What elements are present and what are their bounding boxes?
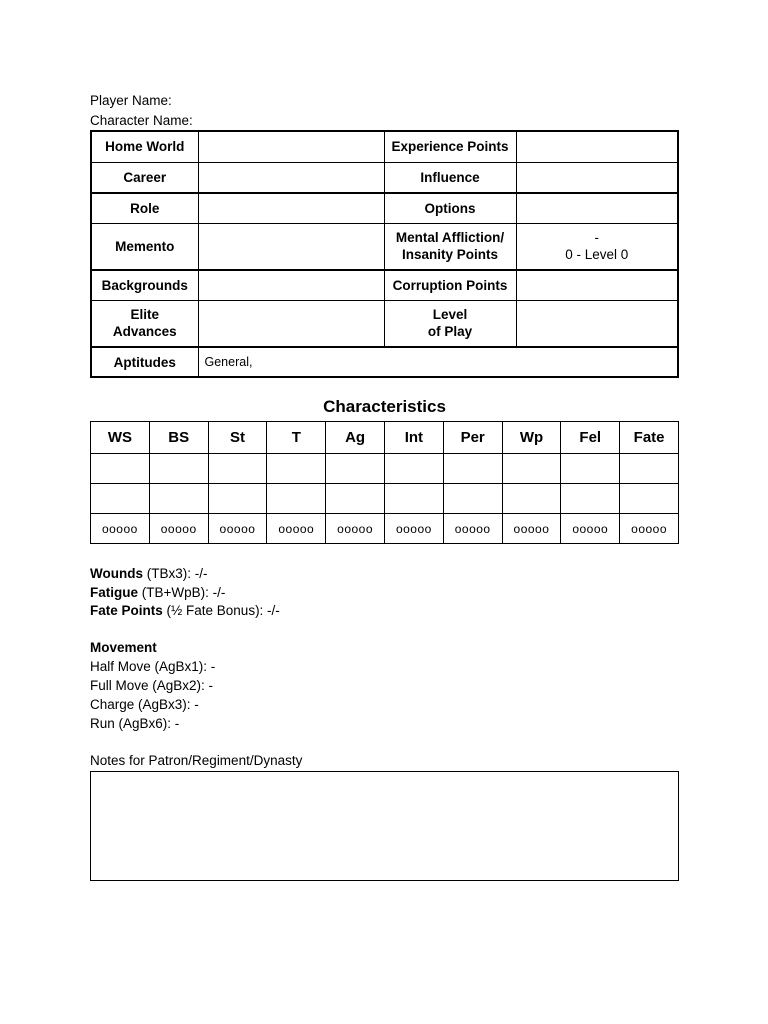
char-header-ws: WS <box>91 422 150 454</box>
char-advance-fate[interactable]: ooooo <box>620 514 679 544</box>
career-label: Career <box>91 162 198 193</box>
run-line: Run (AgBx6): - <box>90 716 180 731</box>
characteristics-header-row <box>91 422 679 454</box>
char-header-t: T <box>267 422 326 454</box>
characteristics-table <box>90 421 679 544</box>
char-header-st: St <box>208 422 267 454</box>
char-bonus-cell[interactable] <box>91 484 150 514</box>
fate-points-line <box>90 603 280 618</box>
char-header-fate: Fate <box>620 422 679 454</box>
char-header-ag: Ag <box>326 422 385 454</box>
char-header-wp: Wp <box>502 422 561 454</box>
char-bonus-cell[interactable] <box>620 484 679 514</box>
elite-advances-label-line1: Elite <box>130 307 159 323</box>
char-advance-int[interactable]: ooooo <box>384 514 443 544</box>
fatigue-value: (TB+WpB): -/- <box>138 585 226 600</box>
characteristics-advances-row <box>91 514 679 544</box>
info-row-elite-advances <box>91 300 678 347</box>
corruption-points-label: Corruption Points <box>384 270 516 300</box>
info-row-memento <box>91 223 678 270</box>
mental-affliction-value-line2: 0 - Level 0 <box>565 247 629 263</box>
mental-affliction-value-line1: - <box>594 230 599 246</box>
mental-affliction-label <box>384 223 516 270</box>
fate-points-label: Fate Points <box>90 603 163 618</box>
char-value-cell[interactable] <box>149 454 208 484</box>
info-row-role <box>91 193 678 223</box>
char-header-per: Per <box>443 422 502 454</box>
half-move-line: Half Move (AgBx1): - <box>90 659 216 674</box>
aptitudes-label: Aptitudes <box>91 347 198 377</box>
aptitudes-value[interactable]: General, <box>198 347 678 377</box>
char-bonus-cell[interactable] <box>267 484 326 514</box>
char-advance-st[interactable]: ooooo <box>208 514 267 544</box>
experience-points-label: Experience Points <box>384 131 516 162</box>
char-advance-bs[interactable]: ooooo <box>149 514 208 544</box>
char-value-cell[interactable] <box>443 454 502 484</box>
level-of-play-value[interactable] <box>516 300 678 347</box>
char-advance-ws[interactable]: ooooo <box>91 514 150 544</box>
char-advance-ag[interactable]: ooooo <box>326 514 385 544</box>
char-advance-per[interactable]: ooooo <box>443 514 502 544</box>
notes-label: Notes for Patron/Regiment/Dynasty <box>90 753 303 768</box>
characteristics-bonus-row <box>91 484 679 514</box>
home-world-value[interactable] <box>198 131 384 162</box>
fatigue-label: Fatigue <box>90 585 139 600</box>
char-value-cell[interactable] <box>502 454 561 484</box>
char-header-bs: BS <box>149 422 208 454</box>
mental-affliction-value[interactable] <box>516 223 678 270</box>
char-advance-fel[interactable]: ooooo <box>561 514 620 544</box>
player-name-label: Player Name: <box>90 93 172 108</box>
char-value-cell[interactable] <box>561 454 620 484</box>
role-label: Role <box>91 193 198 223</box>
mental-affliction-label-line2: Insanity Points <box>401 247 499 263</box>
char-value-cell[interactable] <box>384 454 443 484</box>
movement-title: Movement <box>90 640 157 655</box>
backgrounds-value[interactable] <box>198 270 384 300</box>
elite-advances-label <box>91 300 198 347</box>
char-header-fel: Fel <box>561 422 620 454</box>
char-bonus-cell[interactable] <box>208 484 267 514</box>
level-of-play-label-line2: of Play <box>427 324 473 340</box>
char-advance-t[interactable]: ooooo <box>267 514 326 544</box>
character-name-label: Character Name: <box>90 113 193 128</box>
influence-value[interactable] <box>516 162 678 193</box>
corruption-points-value[interactable] <box>516 270 678 300</box>
level-of-play-label-line1: Level <box>432 307 468 323</box>
info-row-career <box>91 162 678 193</box>
char-value-cell[interactable] <box>267 454 326 484</box>
home-world-label: Home World <box>91 131 198 162</box>
elite-advances-value[interactable] <box>198 300 384 347</box>
wounds-label: Wounds <box>90 566 143 581</box>
memento-value[interactable] <box>198 223 384 270</box>
career-value[interactable] <box>198 162 384 193</box>
mental-affliction-label-line1: Mental Affliction/ <box>395 230 505 246</box>
wounds-value: (TBx3): -/- <box>143 566 208 581</box>
characteristics-title: Characteristics <box>323 397 446 416</box>
fate-points-value: (½ Fate Bonus): -/- <box>162 603 280 618</box>
fatigue-line <box>90 585 225 600</box>
options-value[interactable] <box>516 193 678 223</box>
level-of-play-label <box>384 300 516 347</box>
experience-points-value[interactable] <box>516 131 678 162</box>
role-value[interactable] <box>198 193 384 223</box>
char-bonus-cell[interactable] <box>384 484 443 514</box>
char-bonus-cell[interactable] <box>502 484 561 514</box>
char-bonus-cell[interactable] <box>149 484 208 514</box>
char-value-cell[interactable] <box>91 454 150 484</box>
char-bonus-cell[interactable] <box>326 484 385 514</box>
char-bonus-cell[interactable] <box>443 484 502 514</box>
characteristics-value-row <box>91 454 679 484</box>
influence-label: Influence <box>384 162 516 193</box>
char-header-int: Int <box>384 422 443 454</box>
elite-advances-label-line2: Advances <box>112 324 177 340</box>
char-advance-wp[interactable]: ooooo <box>502 514 561 544</box>
backgrounds-label: Backgrounds <box>91 270 198 300</box>
char-value-cell[interactable] <box>208 454 267 484</box>
char-bonus-cell[interactable] <box>561 484 620 514</box>
charge-line: Charge (AgBx3): - <box>90 697 199 712</box>
character-info-table <box>90 130 679 378</box>
memento-label: Memento <box>91 223 198 270</box>
info-row-home-world <box>91 131 678 162</box>
notes-box[interactable] <box>90 771 679 881</box>
char-value-cell[interactable] <box>326 454 385 484</box>
options-label: Options <box>384 193 516 223</box>
full-move-line: Full Move (AgBx2): - <box>90 678 214 693</box>
info-row-backgrounds <box>91 270 678 300</box>
char-value-cell[interactable] <box>620 454 679 484</box>
wounds-line <box>90 566 208 581</box>
info-row-aptitudes <box>91 347 678 377</box>
